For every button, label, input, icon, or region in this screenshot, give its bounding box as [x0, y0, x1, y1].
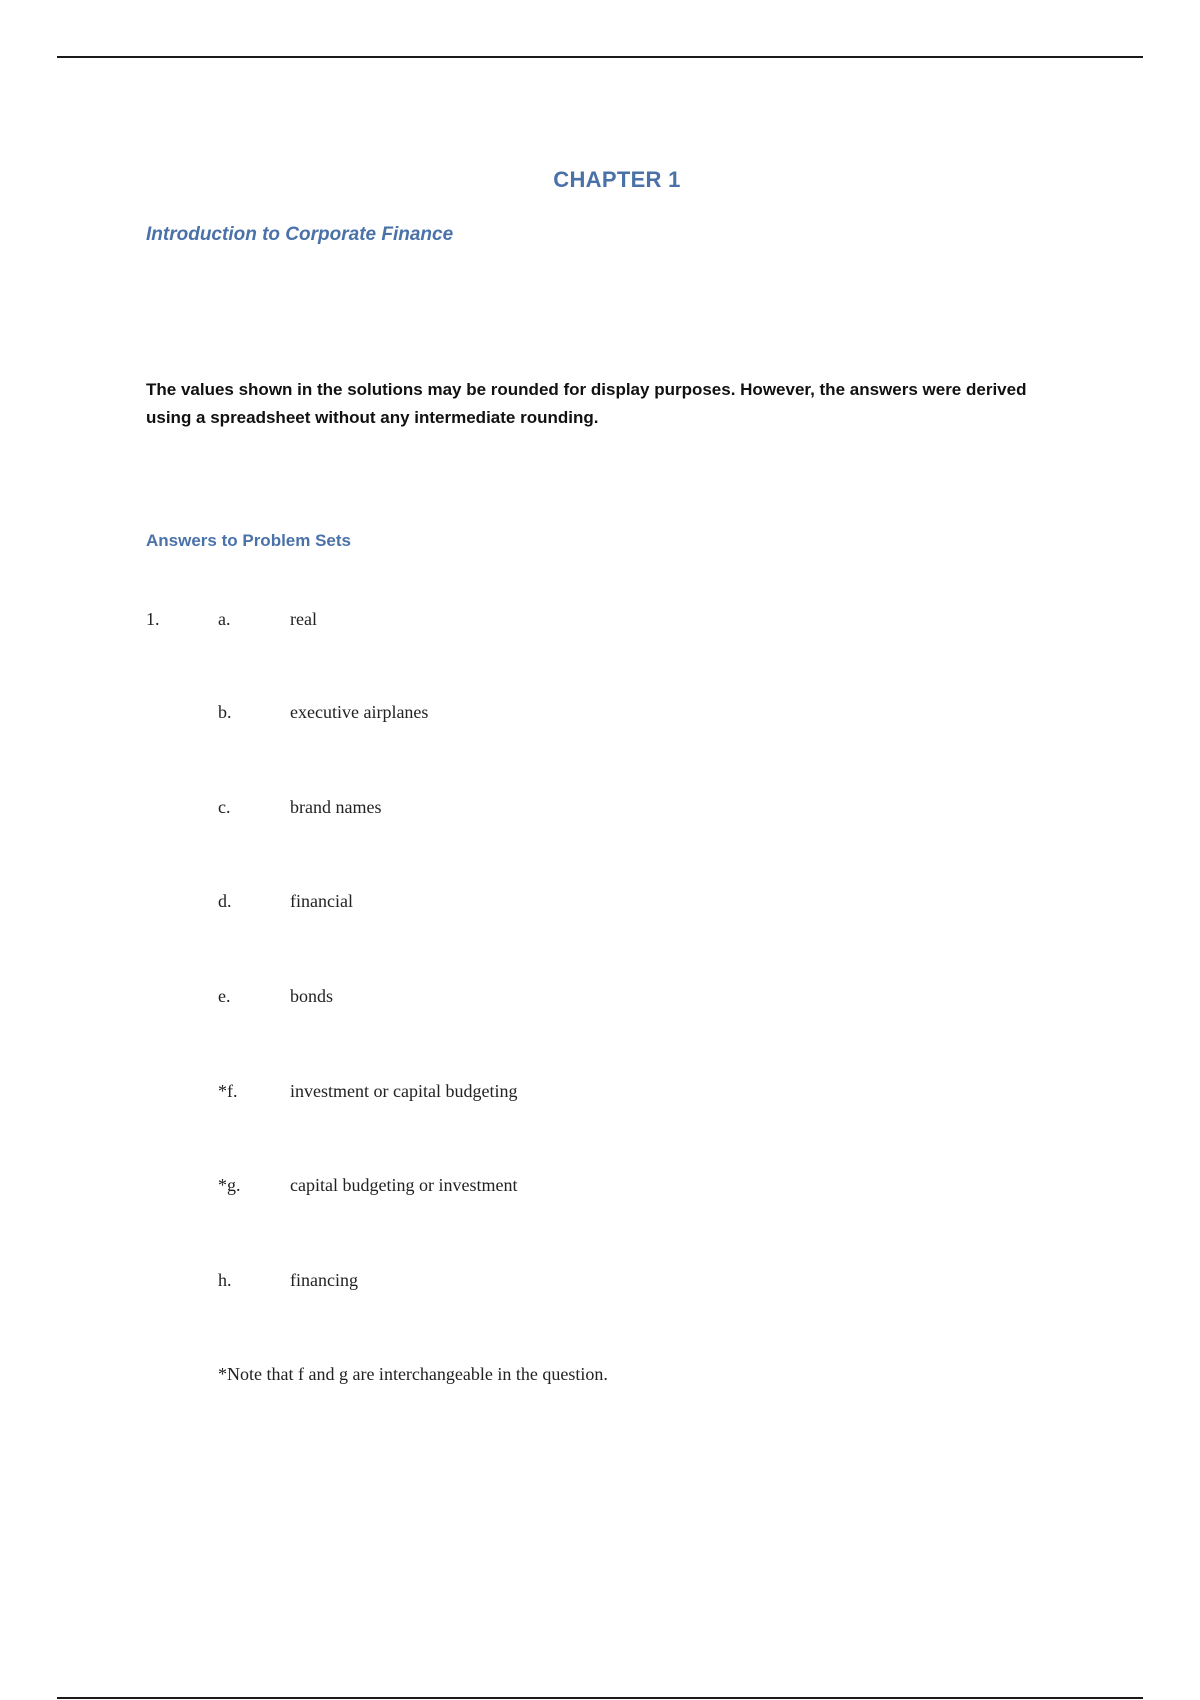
problem-number: 1.: [146, 609, 160, 629]
header-rule: [57, 56, 1143, 58]
answer-text: capital budgeting or investment: [290, 1175, 518, 1195]
answer-text: bonds: [290, 986, 334, 1006]
answer-letter: h.: [218, 1270, 232, 1290]
chapter-title: CHAPTER 1: [553, 167, 681, 192]
answer-letter: a.: [218, 609, 231, 629]
answer-text: real: [290, 609, 317, 629]
rounding-note: The values shown in the solutions may be rounded for display purposes. However, the answers were derived using a spreadsheet without any intermediate rounding.: [146, 380, 1027, 427]
answer-letter: *f.: [218, 1081, 238, 1101]
answer-text: executive airplanes: [290, 702, 429, 722]
footer-rule: [57, 1697, 1143, 1699]
answer-text: investment or capital budgeting: [290, 1081, 518, 1101]
answer-text: financial: [290, 891, 353, 911]
answer-text: brand names: [290, 797, 382, 817]
answer-letter: c.: [218, 797, 231, 817]
chapter-subtitle: Introduction to Corporate Finance: [146, 224, 454, 245]
footnote: *Note that f and g are interchangeable in the question.: [218, 1364, 608, 1384]
answer-letter: *g.: [218, 1175, 241, 1195]
section-heading: Answers to Problem Sets: [146, 531, 352, 550]
answer-letter: e.: [218, 986, 231, 1006]
answer-letter: d.: [218, 891, 232, 911]
answer-letter: b.: [218, 702, 232, 722]
answer-text: financing: [290, 1270, 358, 1290]
